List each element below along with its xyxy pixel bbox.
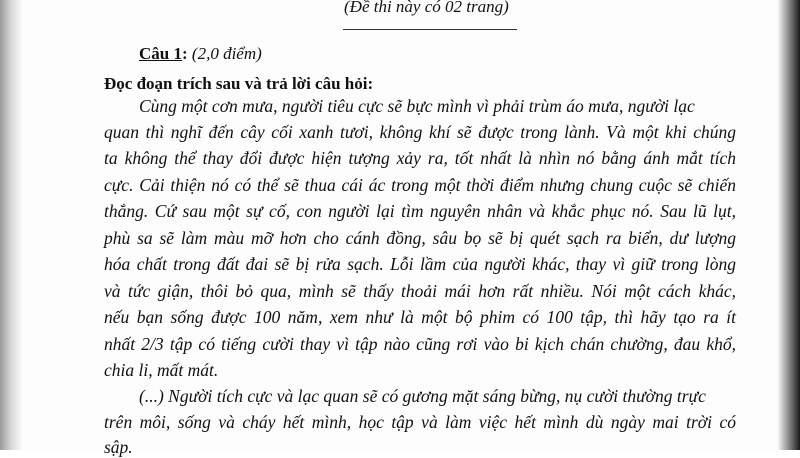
- passage-line: sập.: [104, 437, 133, 457]
- passage-line: (...) Người tích cực và lạc quan sẽ có gương mặt sáng bừng, nụ cười thường trực: [139, 386, 706, 406]
- passage-line: ta không thể thay đổi được hiện tượng xảy ra, tốt nhất là nhìn nó bằng ánh mắt tích: [104, 148, 736, 168]
- passage-line: cực. Cải thiện nó có thể sẽ thua cái ác trong một thời điểm nhưng chung cuộc sẽ chiến: [104, 175, 736, 195]
- passage-line: nhất 2/3 tập có tiếng cười thay vì tập nào cũng rơi vào bi kịch chán chường, đau khổ,: [104, 334, 736, 354]
- passage-line: hóa chất trong đất đai sẽ bị rửa sạch. Lỗi lầm của người khác, thay vì giữ trong lòng: [104, 254, 736, 274]
- question-label: Câu 1: [139, 44, 182, 63]
- exam-page-note: (Đề thi này có 02 trang): [344, 0, 509, 16]
- question-points: (2,0 điểm): [187, 44, 262, 63]
- passage-line: chia li, mất mát.: [104, 360, 219, 380]
- passage-line: Cùng một cơn mưa, người tiêu cực sẽ bực mình vì phải trùm áo mưa, người lạc: [139, 96, 695, 116]
- passage-line: nếu bạn sống được 100 năm, xem như là một bộ phim có 100 tập, thì hãy tạo ra ít: [104, 307, 736, 327]
- passage-line: phù sa sẽ làm màu mỡ hơn cho cánh đồng, sâu bọ sẽ bị quét sạch ra biển, dư lượng: [104, 228, 736, 248]
- passage-line: quan thì nghĩ đến cây cối xanh tươi, không khí sẽ được trong lành. Và một khi chúng: [104, 122, 736, 142]
- question-colon: :: [181, 44, 188, 63]
- passage-line: thắng. Cứ sau một sự cố, con người lại tìm nguyên nhân và khắc phục nó. Sau lũ lụt,: [104, 201, 736, 221]
- passage-line: và tức giận, thôi bỏ qua, mình sẽ thấy thoải mái hơn rất nhiều. Nói một cách khác,: [104, 281, 736, 301]
- passage-line: trên môi, sống và cháy hết mình, học tập và làm việc hết mình dù ngày mai trời có: [104, 412, 736, 432]
- question-instruction: Đọc đoạn trích sau và trả lời câu hỏi:: [104, 74, 374, 93]
